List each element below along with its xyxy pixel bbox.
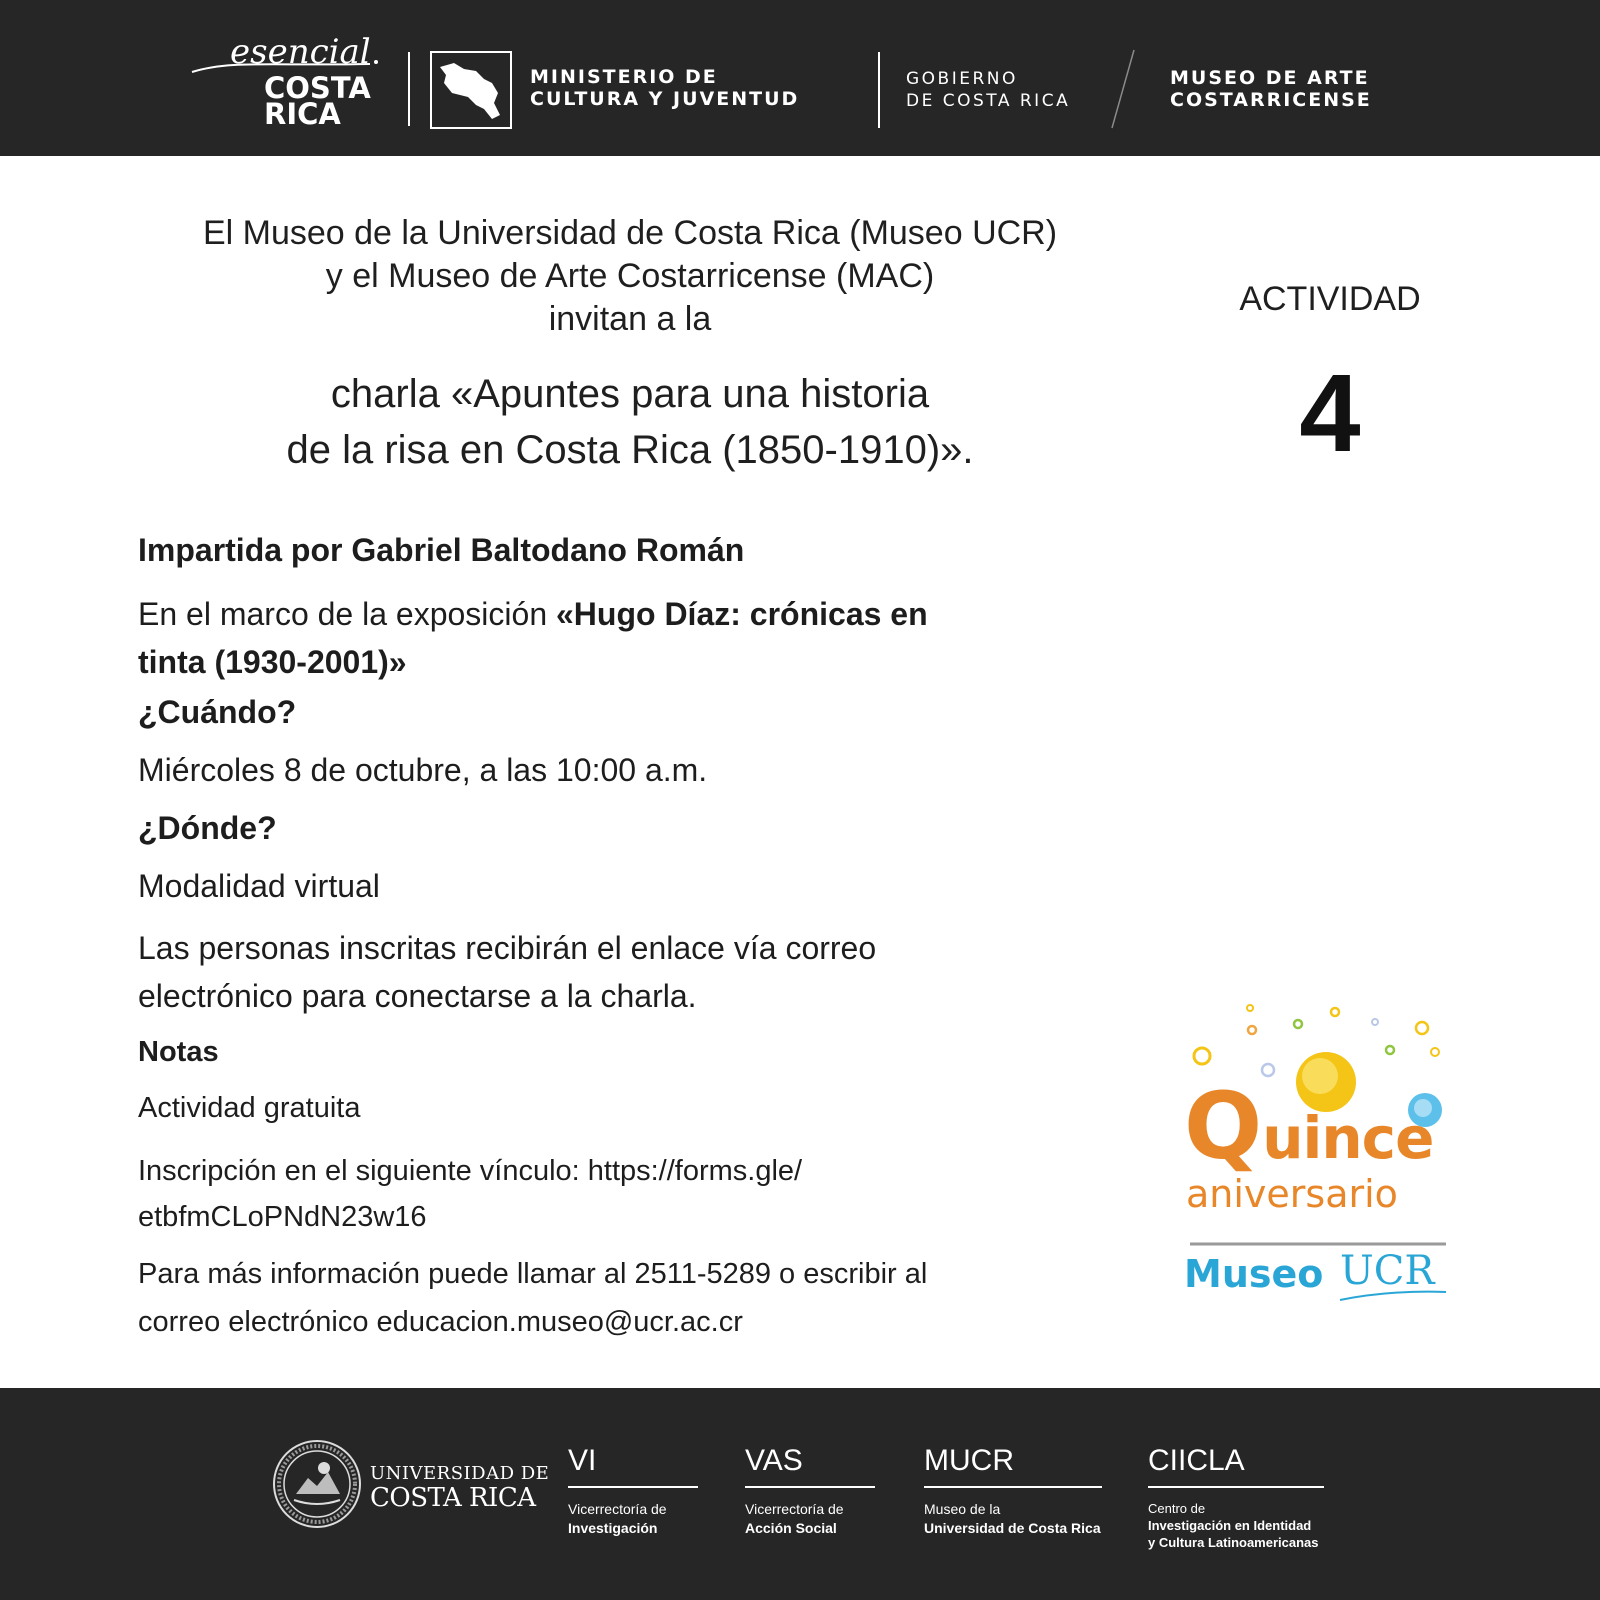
where-value: Modalidad virtual (138, 868, 380, 904)
where-heading: ¿Dónde? (138, 810, 277, 846)
esencial-rica: RICA (264, 97, 341, 131)
footer-block-vi: VI Vicerrectoría de Investigación (568, 1444, 698, 1538)
note-free: Actividad gratuita (138, 1092, 361, 1124)
event-title: charla «Apuntes para una historia de la risa en Costa Rica (1850-1910)». (286, 372, 974, 472)
ucr-word: UCR (1340, 1248, 1435, 1294)
activity-label: ACTIVIDAD (1239, 280, 1421, 318)
esencial-costa-rica-logo (190, 30, 390, 130)
museo-word: Museo (1184, 1252, 1324, 1296)
note-info: Para más información puede llamar al 2511-5289 o escribir al correo electrónico educacion.museo@ucr.ac.cr (138, 1258, 928, 1338)
divider (408, 52, 410, 126)
exhibition-name: «Hugo Díaz: crónicas en (556, 596, 928, 632)
notes-heading: Notas (138, 1036, 219, 1068)
costa-rica-map-icon (430, 51, 512, 129)
esencial-script: esencial (230, 32, 371, 72)
gobierno-name: GOBIERNO DE COSTA RICA (906, 69, 1071, 111)
ucr-seal-icon (272, 1438, 362, 1530)
museo-arte-name: MUSEO DE ARTE COSTARRICENSE (1170, 67, 1372, 111)
esencial-costa: COSTA (264, 71, 371, 105)
divider (1148, 1486, 1324, 1488)
activity-number: 4 (1299, 352, 1361, 475)
intro-text: El Museo de la Universidad de Costa Rica (Museo UCR) y el Museo de Arte Costarricense (MAC) invitan a la (202, 214, 1058, 338)
ministerio-name: MINISTERIO DE CULTURA Y JUVENTUD (530, 66, 800, 110)
exhibition-context: En el marco de la exposición «Hugo Díaz: crónicas en tinta (1930-2001)» (138, 596, 928, 680)
when-heading: ¿Cuándo? (138, 694, 297, 730)
speaker: Impartida por Gabriel Baltodano Román (138, 532, 745, 568)
header-band (0, 0, 1600, 156)
divider (924, 1486, 1102, 1488)
divider (878, 52, 880, 128)
divider (745, 1486, 875, 1488)
footer-block-mucr: MUCR Museo de la Universidad de Costa Rica (924, 1444, 1101, 1536)
link-note: Las personas inscritas recibirán el enlace vía correo electrónico para conectarse a la charla. (138, 930, 877, 1014)
slash-divider (1108, 48, 1138, 130)
footer-block-vas: VAS Vicerrectoría de Acción Social (745, 1444, 875, 1538)
footer-band (0, 1388, 1600, 1600)
when-value: Miércoles 8 de octubre, a las 10:00 a.m. (138, 752, 708, 788)
ucr-name: UNIVERSIDAD DE COSTA RICA (370, 1463, 550, 1513)
aniversario-word: aniversario (1186, 1172, 1398, 1216)
signup-link[interactable]: etbfmCLoPNdN23w16 (138, 1201, 427, 1233)
quince-aniversario-logo (1184, 1000, 1470, 1330)
footer-block-ciicla: CIICLA Centro de Investigación en Identidad y Cultura Latinoamericanas (1148, 1444, 1324, 1551)
note-signup: Inscripción en el siguiente vínculo: https://forms.gle/ etbfmCLoPNdN23w16 (138, 1148, 802, 1240)
divider (568, 1486, 698, 1488)
quince-word: Quince (1184, 1073, 1434, 1180)
